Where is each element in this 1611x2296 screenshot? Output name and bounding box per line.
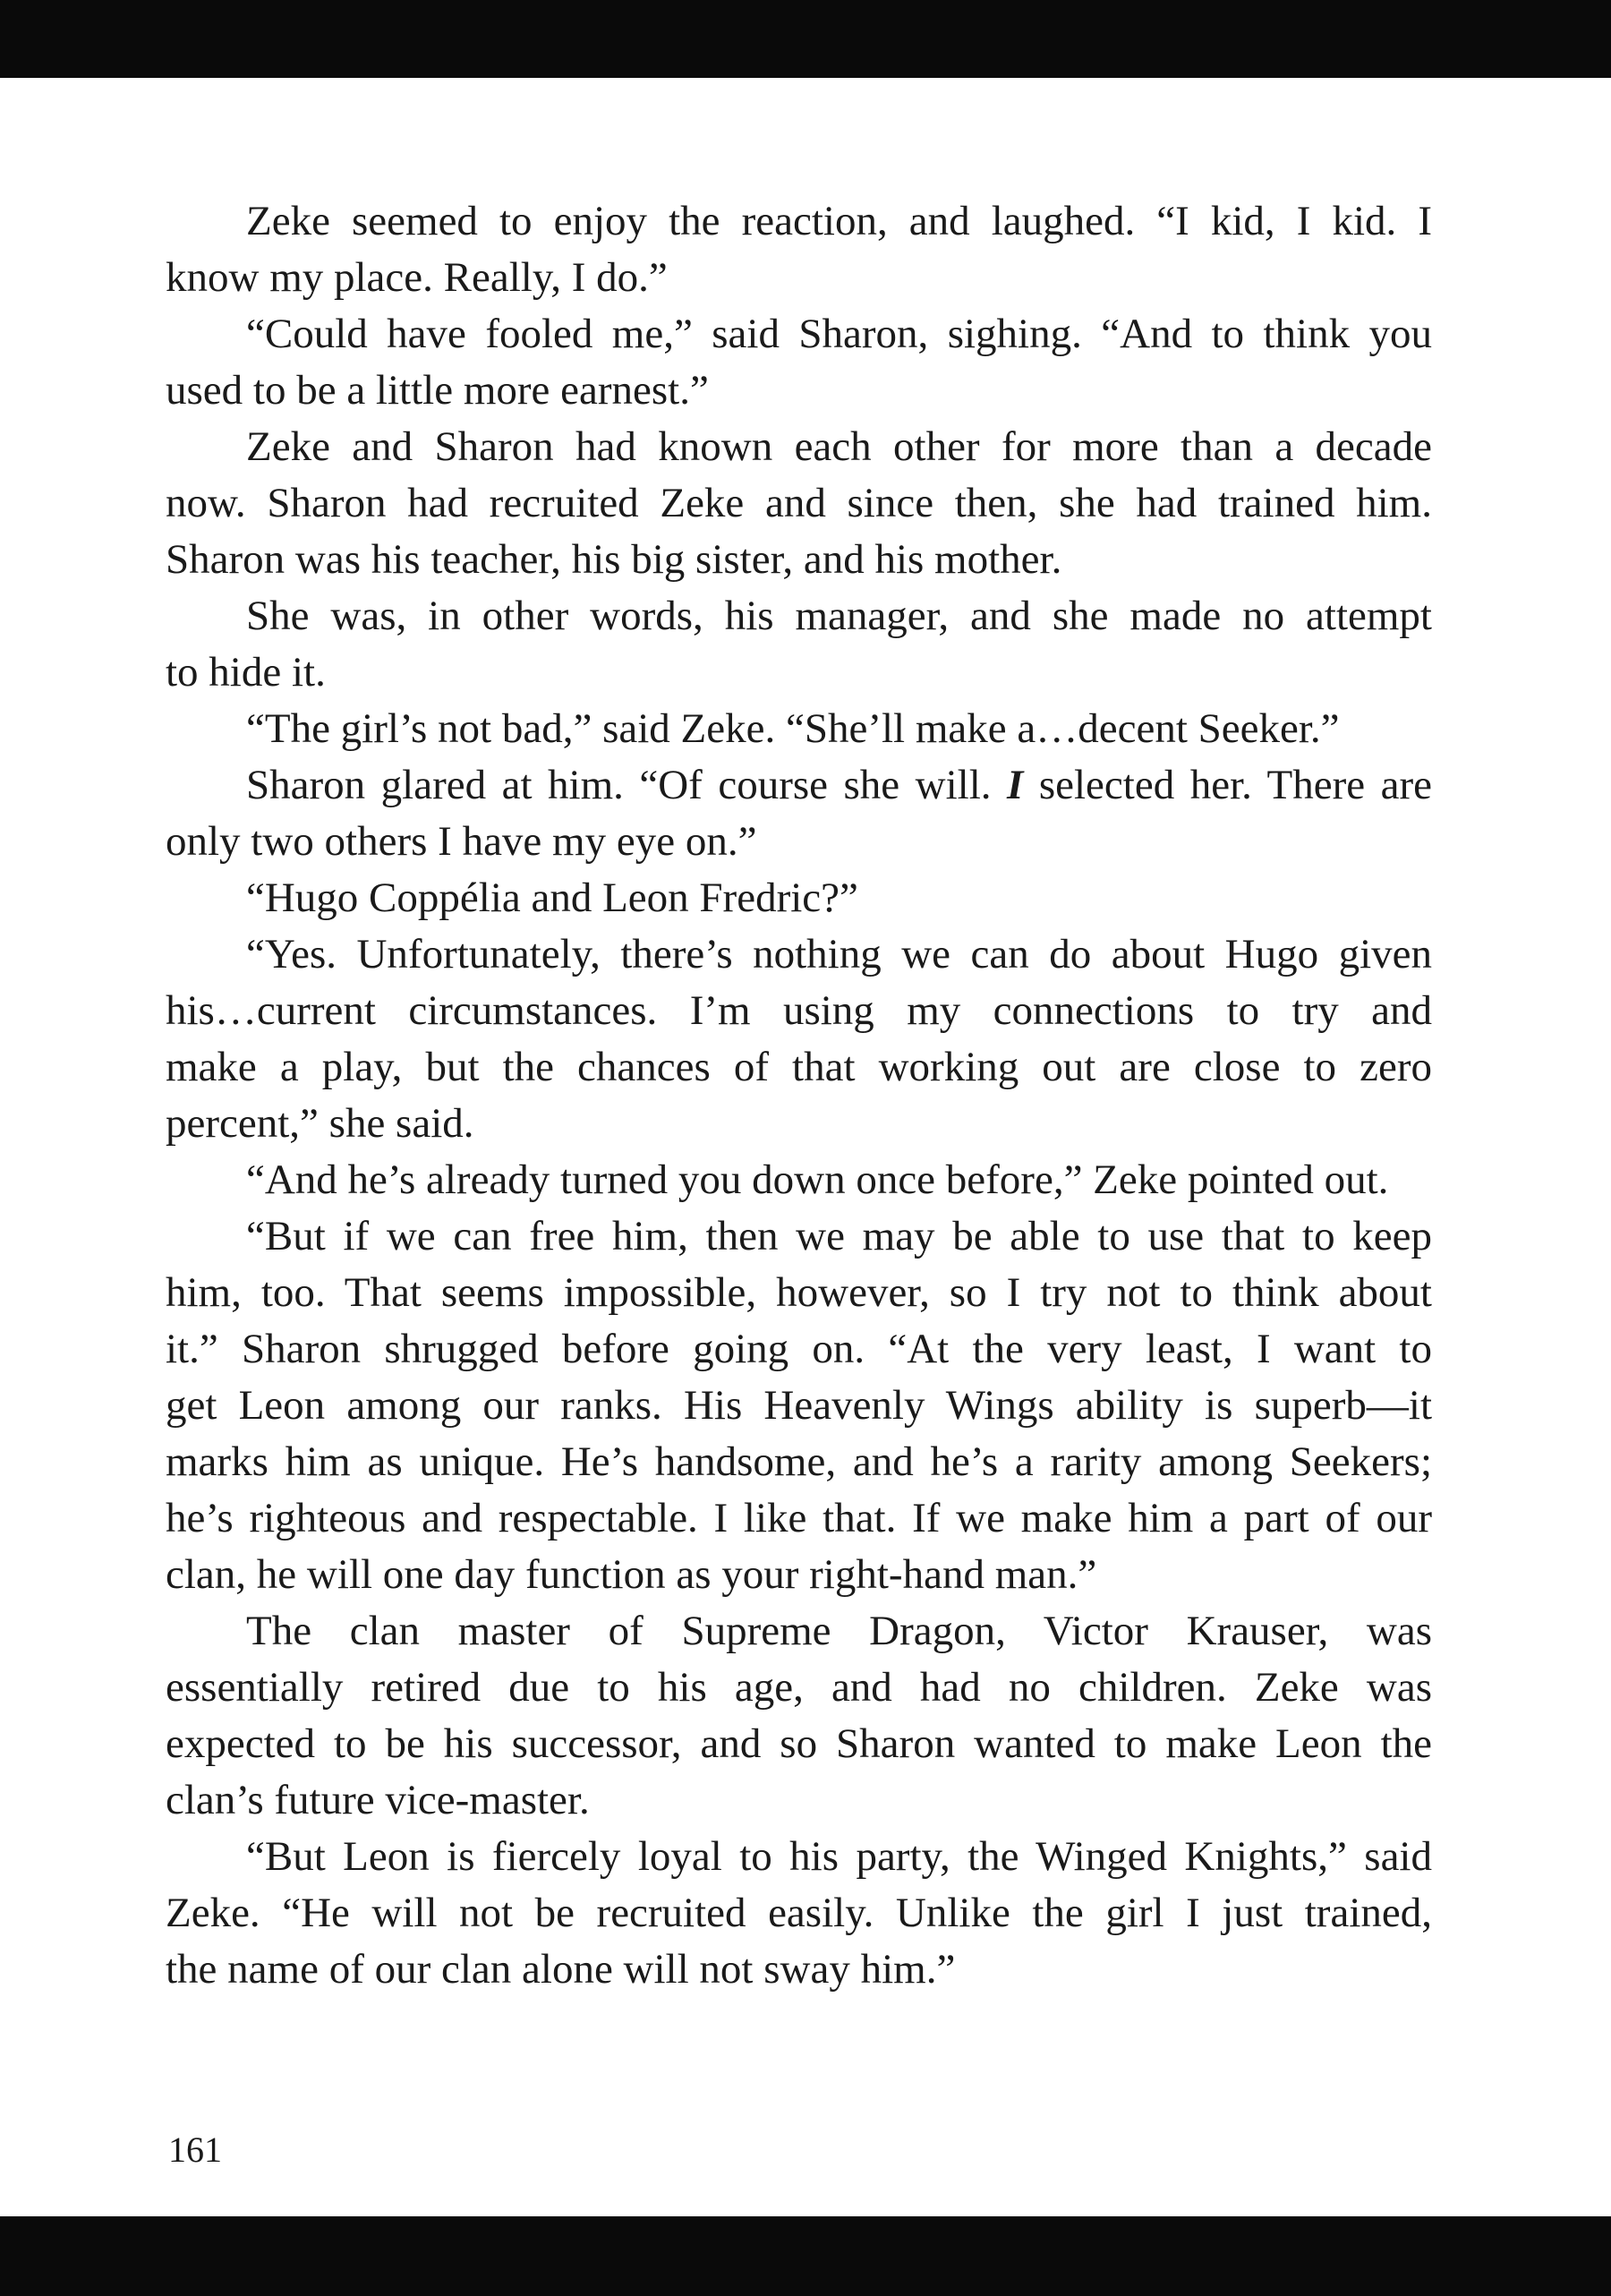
text-span: know my place. Really, I do.”: [166, 254, 668, 301]
text-line: [166, 1772, 1432, 1829]
text-span: “But if we can free him, then we may be able to use that to keep: [246, 1213, 1432, 1259]
text-span: The clan master of Supreme Dragon, Victor Krauser, was: [246, 1608, 1432, 1654]
text-line: [166, 926, 1432, 983]
text-line: [166, 1378, 1432, 1434]
text-line: [166, 1603, 1432, 1660]
text-line: [166, 419, 1432, 475]
text-span: “But Leon is fiercely loyal to his party, the Winged Knights,” said: [246, 1833, 1432, 1880]
text-line: [166, 1096, 1432, 1152]
text-line: [166, 701, 1432, 757]
text-line: [166, 1829, 1432, 1885]
text-span: selected her. There are: [1023, 762, 1432, 808]
text-span: his…current circumstances. I’m using my connections to try and: [166, 987, 1432, 1034]
text-line: [166, 1265, 1432, 1321]
text-span: marks him as unique. He’s handsome, and he’s a rarity among Seekers;: [166, 1438, 1432, 1485]
emphasized-text: I: [1007, 762, 1024, 808]
text-span: to hide it.: [166, 649, 326, 696]
text-line: [166, 814, 1432, 870]
text-line: [166, 1716, 1432, 1772]
text-line: [166, 588, 1432, 644]
text-span: the name of our clan alone will not sway him.”: [166, 1946, 956, 1993]
text-span: “Yes. Unfortunately, there’s nothing we can do about Hugo given: [246, 931, 1432, 977]
text-span: She was, in other words, his manager, and she made no attempt: [246, 593, 1432, 639]
text-span: Zeke seemed to enjoy the reaction, and laughed. “I kid, I kid. I: [246, 198, 1432, 244]
text-line: [166, 1321, 1432, 1378]
text-span: Zeke and Sharon had known each other for more than a decade: [246, 423, 1432, 470]
text-line: [166, 306, 1432, 363]
text-span: make a play, but the chances of that working out are close to zero: [166, 1044, 1432, 1090]
bottom-black-border: [0, 2216, 1611, 2296]
text-span: clan, he will one day function as your right-hand man.”: [166, 1551, 1097, 1598]
text-span: he’s righteous and respectable. I like that. If we make him a part of our: [166, 1495, 1432, 1541]
text-span: Sharon glared at him. “Of course she will.: [246, 762, 1008, 808]
text-line: [166, 1208, 1432, 1265]
text-span: “Hugo Coppélia and Leon Fredric?”: [246, 875, 858, 921]
text-line: [166, 1152, 1432, 1208]
page-number: 161: [168, 2130, 222, 2170]
text-span: only two others I have my eye on.”: [166, 818, 757, 865]
text-span: essentially retired due to his age, and had no children. Zeke was: [166, 1664, 1432, 1711]
text-line: [166, 1885, 1432, 1942]
text-line: [166, 1434, 1432, 1490]
text-line: [166, 193, 1432, 250]
top-black-border: [0, 0, 1611, 78]
text-line: [166, 1547, 1432, 1603]
text-line: [166, 532, 1432, 588]
text-span: Sharon was his teacher, his big sister, and his mother.: [166, 536, 1062, 583]
text-span: clan’s future vice-master.: [166, 1777, 590, 1823]
text-span: percent,” she said.: [166, 1100, 474, 1147]
text-line: [166, 644, 1432, 701]
text-line: [166, 1942, 1432, 1998]
text-span: “Could have fooled me,” said Sharon, sighing. “And to think you: [246, 311, 1432, 357]
text-line: [166, 1039, 1432, 1096]
text-span: now. Sharon had recruited Zeke and since then, she had trained him.: [166, 480, 1432, 526]
text-line: [166, 250, 1432, 306]
text-line: [166, 1490, 1432, 1547]
page-body-text: [166, 193, 1432, 1998]
text-line: [166, 983, 1432, 1039]
text-line: [166, 475, 1432, 532]
text-span: it.” Sharon shrugged before going on. “At the very least, I want to: [166, 1326, 1432, 1372]
text-line: [166, 757, 1432, 814]
text-line: [166, 870, 1432, 926]
text-line: [166, 363, 1432, 419]
text-span: expected to be his successor, and so Sharon wanted to make Leon the: [166, 1720, 1432, 1767]
text-span: used to be a little more earnest.”: [166, 367, 709, 414]
text-span: Zeke. “He will not be recruited easily. Unlike the girl I just trained,: [166, 1890, 1432, 1936]
text-span: “The girl’s not bad,” said Zeke. “She’ll make a…decent Seeker.”: [246, 705, 1340, 752]
text-span: him, too. That seems impossible, however, so I try not to think about: [166, 1269, 1432, 1316]
text-span: get Leon among our ranks. His Heavenly Wings ability is superb—it: [166, 1382, 1432, 1429]
text-line: [166, 1660, 1432, 1716]
text-span: “And he’s already turned you down once before,” Zeke pointed out.: [246, 1157, 1389, 1203]
